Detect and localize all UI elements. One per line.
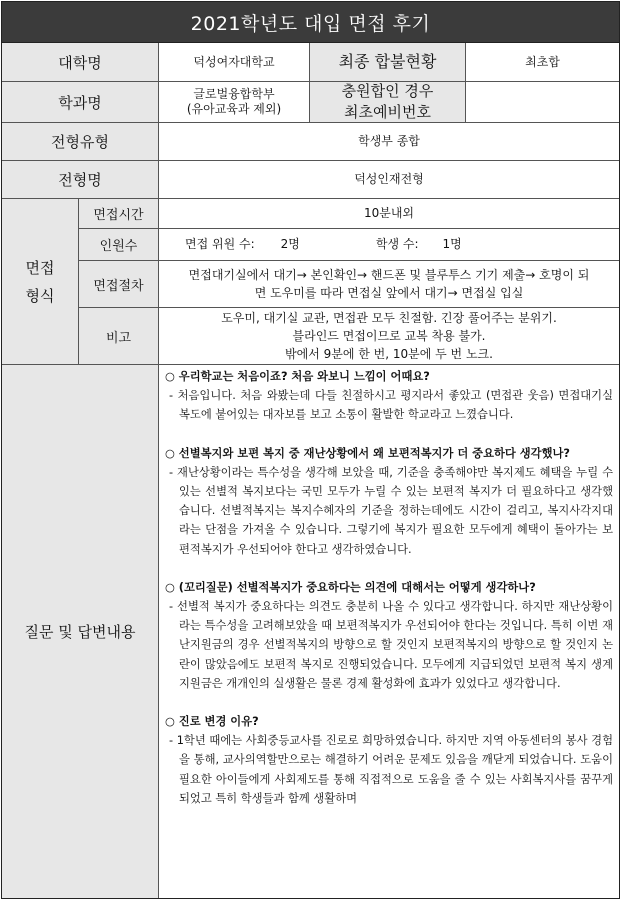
procedure-line-1: 면접대기실에서 대기→ 본인확인→ 핸드폰 및 블루투스 기기 제출→ 호명이 되 [188,268,590,282]
format-label [2,199,79,365]
spacer [165,693,613,712]
answer-2: - 재난상황이라는 특수성을 생각해 보았을 때, 기준을 충족해야만 복지제도 혜택을 누릴 수 있는 선별적 복지보다는 국민 모두가 누릴 수 있는 보편적 복지가 더 필요하다고 생각했습니다. 선별적복지는 복지수혜자의 기준을 정하는데에도 시간이 걸리고, 복지사각지대라는 단점을 가져올 수 있습니다. 그렇기에 복지가 필요한 모두에게 혜택이 돌아가는 보편적복지가 우선되어야 한다고 생각하였습니다. [169,465,613,556]
waitlist-line-2: 최초예비번호 [344,103,431,121]
result-label: 최종 합불현황 [310,43,466,82]
procedure-label: 면접절차 [79,261,159,308]
procedure-value [159,261,619,308]
result-value: 최초합 [466,43,619,82]
answer-3: - 선별적 복지가 중요하다는 의견도 충분히 나올 수 있다고 생각합니다. 하지만 재난상황이라는 특수성을 고려해보았을 때 보편적복지가 우선되어야 한다는 것입니다. 특히 이번 재난지원금의 경우 선별적복지의 방향으로 할 것인지 보편적복지의 방향으로 할 것인지 논란이 많았음에도 보편적 복지로 진행되었습니다. 모두에게 지급되었던 보편적 복지 생계지원금은 개개인의 실생활은 물론 경제 활성화에 효과가 있었다고 생각합니다. [169,600,613,690]
page-title: 2021학년도 대입 면접 후기 [2,2,619,43]
people-label: 인원수 [79,229,159,261]
notes-line-3: 밖에서 9분에 한 번, 10분에 두 번 노크. [285,347,493,361]
department-line-2: (유아교육과 제외) [186,102,282,116]
interview-review-form [1,1,620,899]
answer-1: - 처음입니다. 처음 와봤는데 다들 친절하시고 평지라서 좋았고 (면접관 웃음) 면접대기실 복도에 붙어있는 대자보를 보고 소통이 활발한 학교라고 느꼈습니다. [169,389,613,422]
waitlist-value [466,82,619,123]
admission-type-label: 전형유형 [2,123,159,161]
admission-name-label: 전형명 [2,161,159,199]
university-label: 대학명 [2,43,159,82]
people-value [159,229,619,261]
students-value: 1명 [442,237,462,251]
department-value [159,82,310,123]
waitlist-label [310,82,466,123]
question-4: ○ 진로 변경 이유? [165,715,259,729]
time-value: 10분내외 [159,199,619,229]
answer-4: - 1학년 때에는 사회중등교사를 진로로 희망하였습니다. 하지만 지역 아동센터의 봉사 경험을 통해, 교사의역할만으로는 해결하기 어려운 문제도 있음을 깨닫게 되었습니다. 도움이 필요한 아이들에게 사회제도를 통해 직접적으로 도움을 줄 수 있는 사회복지사를 꿈꾸게 되었고 특히 학생들과 함께 생활하며 [169,734,614,805]
answer-4-text: 1학년 때에는 사회중등교사를 진로로 희망하였습니다. 하지만 지역 아동센터의 봉사 경험을 통해, 교사의역할만으로는 해결하기 어려운 문제도 있음을 깨닫게 되었습니다. 도움이 필요한 아이들에게 사회제도를 통해 직접적으로 도움을 줄 수 있는 사회복지사를 꿈꾸게 되었고 특히 학생들과 함께 생활하며 [176,734,614,805]
admission-type-value: 학생부 종합 [159,123,619,161]
university-value: 덕성여자대학교 [159,43,310,82]
question-1: ○ 우리학교는 처음이죠? 처음 와보니 느낌이 어때요? [165,370,430,383]
qa-label: 질문 및 답변내용 [2,365,159,898]
answer-2-text: 재난상황이라는 특수성을 생각해 보았을 때, 기준을 충족해야만 복지제도 혜택을 누릴 수 있는 선별적 복지보다는 국민 모두가 누릴 수 있는 보편적 복지가 더 필요하다고 생각했습니다. 선별적복지는 복지수혜자의 기준을 정하는데에도 시간이 걸리고, 복지사각지대라는 단점을 가져올 수 있습니다. 그렇기에 복지가 필요한 모두에게 혜택이 돌아가는 보편적복지가 우선되어야 한다고 생각하였습니다. [177,465,613,556]
department-line-1: 글로벌융합학부 [193,87,275,101]
admission-name-value: 덕성인재전형 [159,161,619,199]
waitlist-line-1: 충원합인 경우 [341,82,434,100]
interviewers-value: 2명 [280,237,300,251]
interviewers-label: 면접 위원 수: [185,237,255,251]
format-label-line-1: 면접 [25,258,55,277]
qa-content [158,365,619,898]
answer-3-text: 선별적 복지가 중요하다는 의견도 충분히 나올 수 있다고 생각합니다. 하지만 재난상황이라는 특수성을 고려해보았을 때 보편적복지가 우선되어야 한다는 것입니다. 특히 이번 재난지원금의 경우 선별적복지의 방향으로 할 것인지 보편적복지의 방향으로 할 것인지 논란이 많았음에도 보편적 복지로 진행되었습니다. 모두에게 지급되었던 보편적 복지 생계지원금은 개개인의 실생활은 물론 경제 활성화에 효과가 있었다고 생각합니다. [177,600,613,690]
students-label: 학생 수: [375,237,419,251]
spacer [165,425,613,444]
question-2: ○ 선별복지와 보편 복지 중 재난상황에서 왜 보편적복지가 더 중요하다 생각했나? [165,446,570,460]
question-3: ○ (꼬리질문) 선별적복지가 중요하다는 의견에 대해서는 어떻게 생각하나? [165,580,536,594]
answer-1-text: 처음입니다. 처음 와봤는데 다들 친절하시고 평지라서 좋았고 (면접관 웃음) 면접대기실 복도에 붙어있는 대자보를 보고 소통이 활발한 학교라고 느꼈습니다. [177,389,613,422]
notes-line-1: 도우미, 대기실 교관, 면접관 모두 친절함. 긴장 풀어주는 분위기. [221,311,557,325]
procedure-line-2: 면 도우미를 따라 면접실 앞에서 대기→ 면접실 입실 [254,286,524,300]
spacer [165,559,613,578]
notes-label: 비고 [79,308,159,365]
format-label-line-2: 형식 [25,286,55,305]
department-label: 학과명 [2,82,159,123]
notes-value [159,308,619,365]
notes-line-2: 블라인드 면접이므로 교복 착용 불가. [292,329,486,343]
time-label: 면접시간 [79,199,159,229]
